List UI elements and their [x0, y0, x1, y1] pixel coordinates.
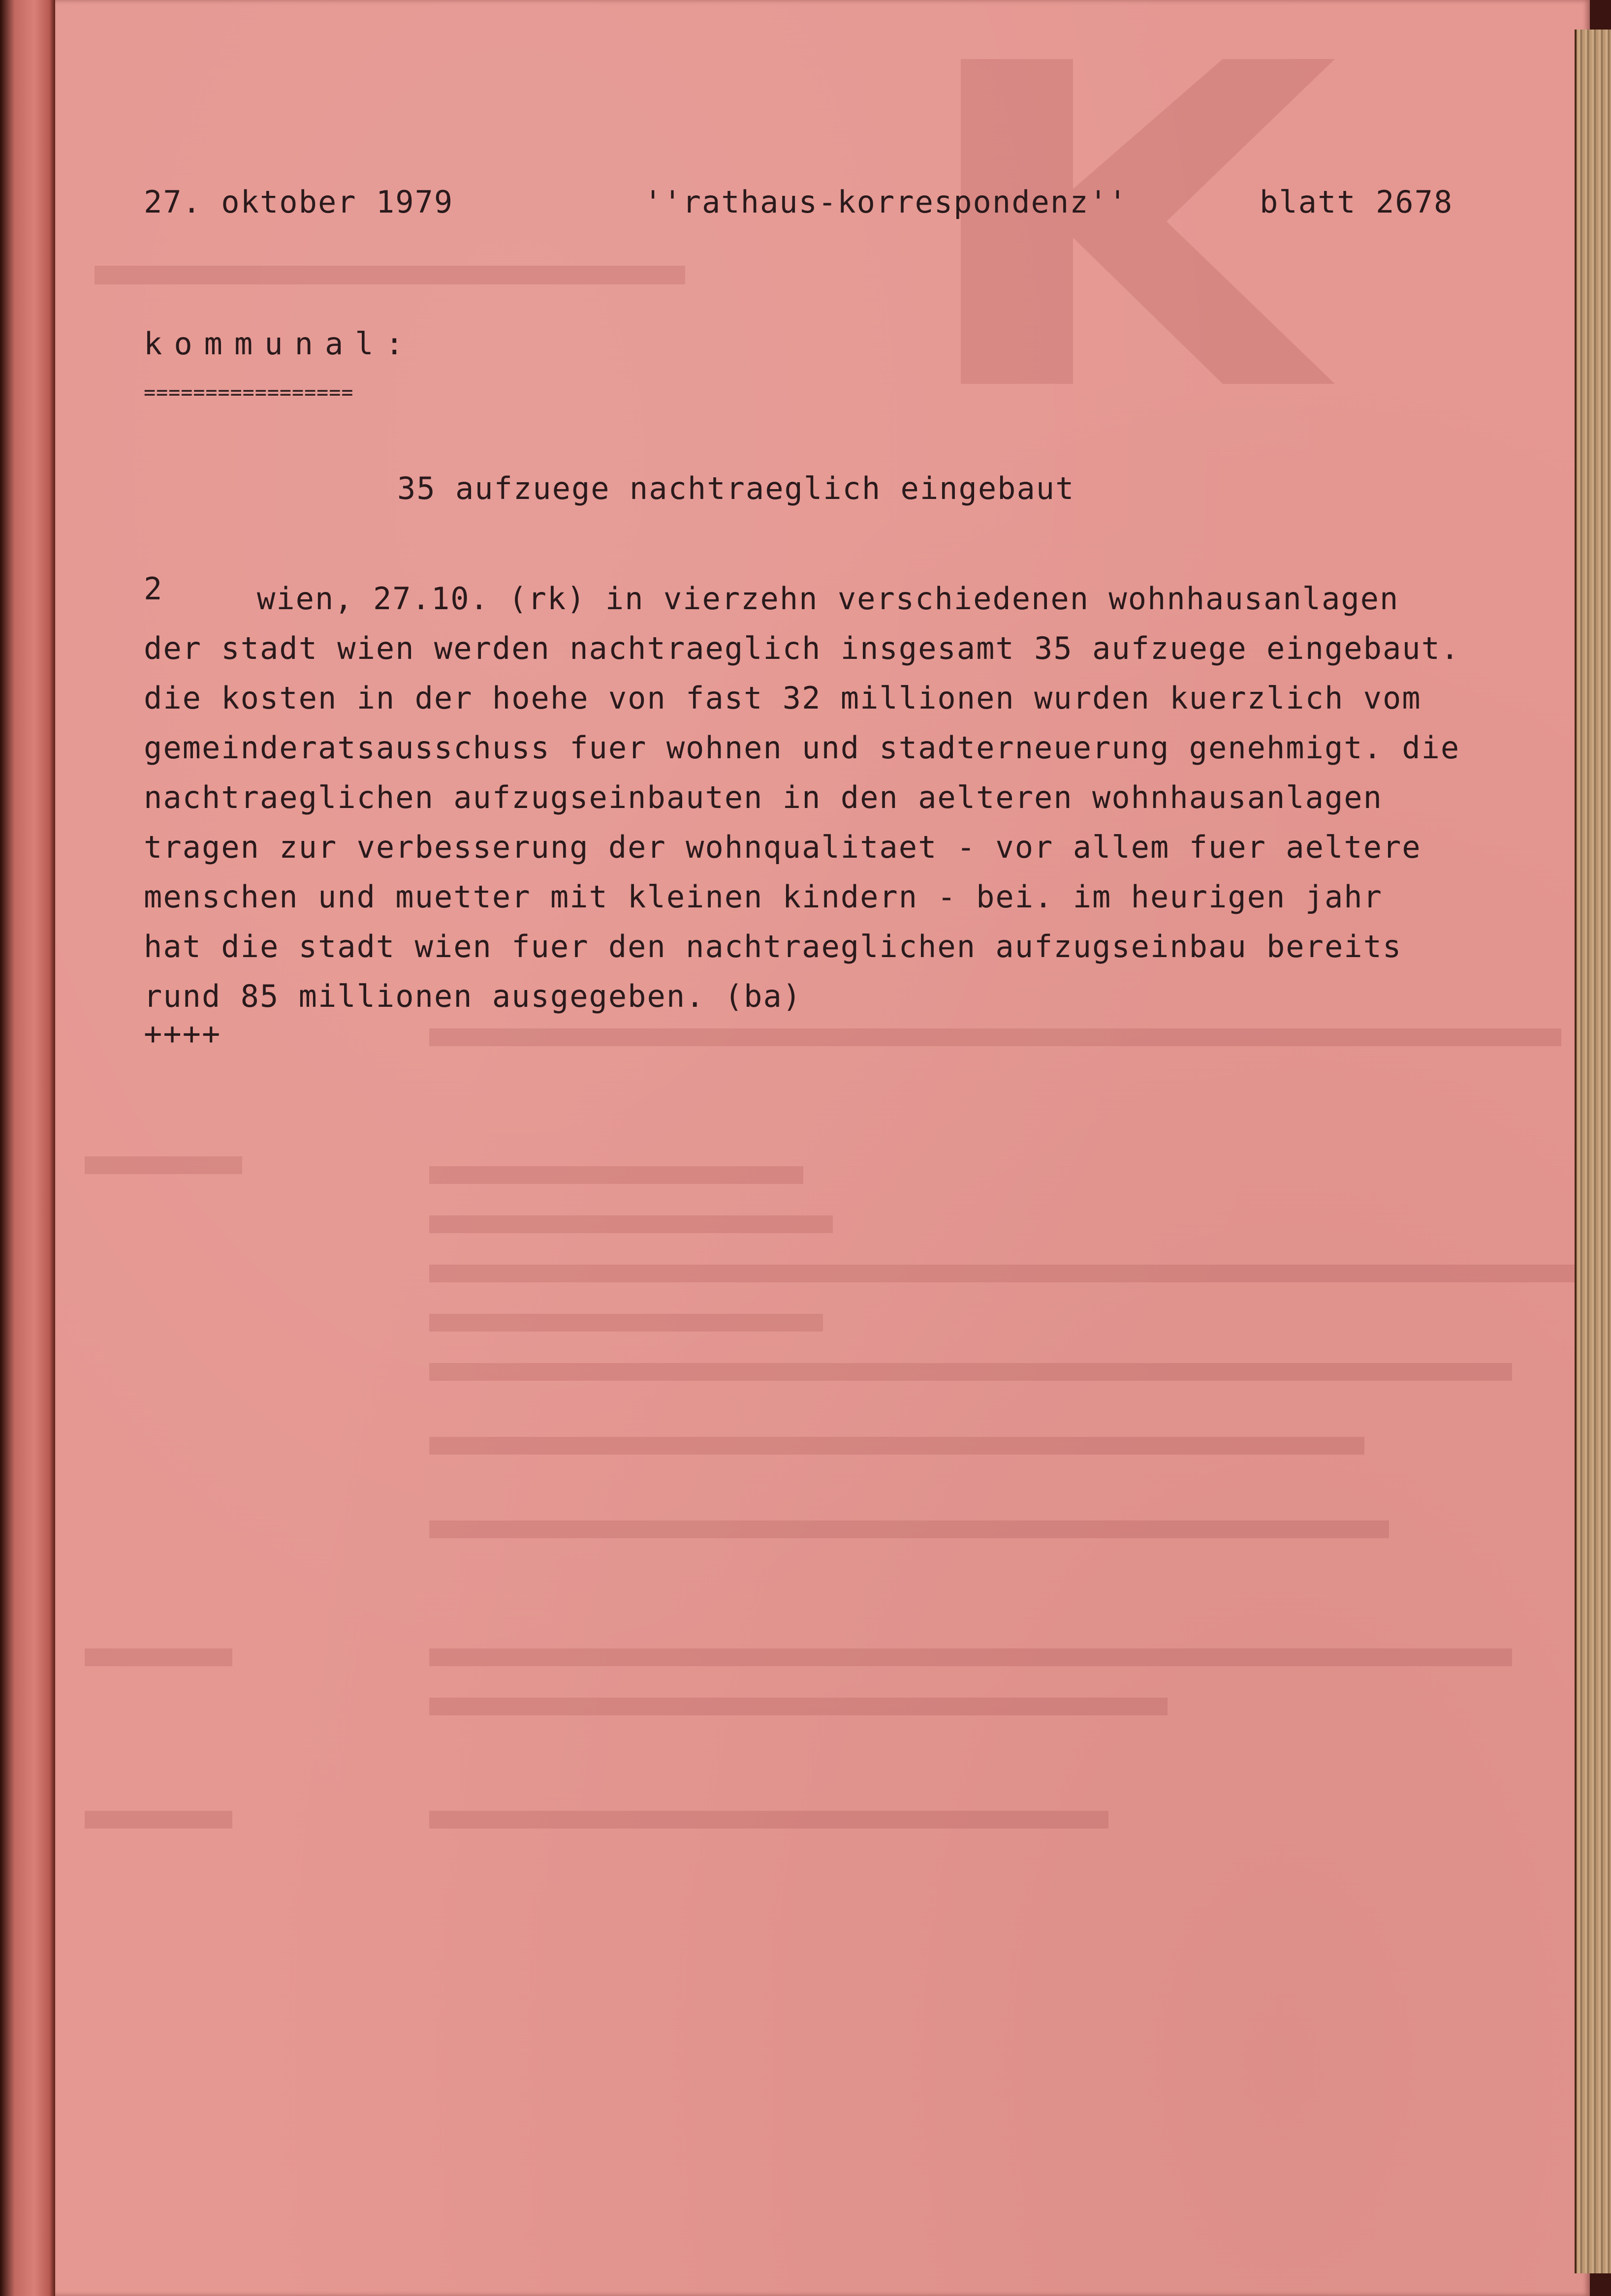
page-stack-edge	[1575, 30, 1611, 2273]
body-line: rund 85 millionen ausgegeben. (ba)	[144, 978, 802, 1014]
body-line: der stadt wien werden nachtraeglich insgesamt 35 aufzuege eingebaut.	[144, 630, 1460, 666]
bleed-through-line	[95, 266, 685, 284]
bleed-through-line	[85, 1156, 242, 1174]
article-number: 2	[144, 571, 163, 607]
bleed-through-line	[429, 1363, 1512, 1381]
bleed-through-line	[429, 1648, 1512, 1666]
bleed-through-line	[429, 1215, 833, 1233]
section-title: kommunal:	[144, 326, 415, 362]
body-line: hat die stadt wien fuer den nachtraeglichen aufzugseinbau bereits	[144, 929, 1402, 964]
section-underline: =================	[144, 381, 354, 404]
body-line: nachtraeglichen aufzugseinbauten in den aelteren wohnhausanlagen	[144, 779, 1383, 815]
bleed-through-line	[429, 1028, 1561, 1046]
bleed-through-line	[429, 1811, 1108, 1829]
article-body	[144, 571, 1601, 1021]
bleed-through-line	[429, 1520, 1389, 1538]
bleed-through-line	[429, 1698, 1168, 1715]
body-line: tragen zur verbesserung der wohnqualitaet - vor allem fuer aeltere	[144, 829, 1421, 865]
header-source: ''rathaus-korrespondenz''	[644, 184, 1128, 220]
body-line: menschen und muetter mit kleinen kindern - bei. im heurigen jahr	[144, 879, 1383, 915]
body-line: die kosten in der hoehe von fast 32 millionen wurden kuerzlich vom	[144, 680, 1421, 716]
bleed-through-line	[429, 1314, 823, 1332]
body-line: gemeinderatsausschuss fuer wohnen und stadterneuerung genehmigt. die	[144, 730, 1460, 766]
body-line: wien, 27.10. (rk) in vierzehn verschiedenen wohnhausanlagen	[257, 581, 1399, 617]
header-date: 27. oktober 1979	[144, 184, 454, 220]
binding-edge	[0, 0, 55, 2296]
bleed-through-line	[429, 1437, 1364, 1455]
bleed-through-line	[429, 1166, 803, 1184]
bleed-through-logo	[961, 59, 1335, 384]
header-page-number: blatt 2678	[1260, 184, 1453, 220]
article-headline: 35 aufzuege nachtraeglich eingebaut	[397, 470, 1075, 506]
end-mark: ++++	[144, 1016, 221, 1052]
bleed-through-line	[429, 1265, 1601, 1282]
bleed-through-line	[85, 1648, 232, 1666]
bleed-through-line	[85, 1811, 232, 1829]
